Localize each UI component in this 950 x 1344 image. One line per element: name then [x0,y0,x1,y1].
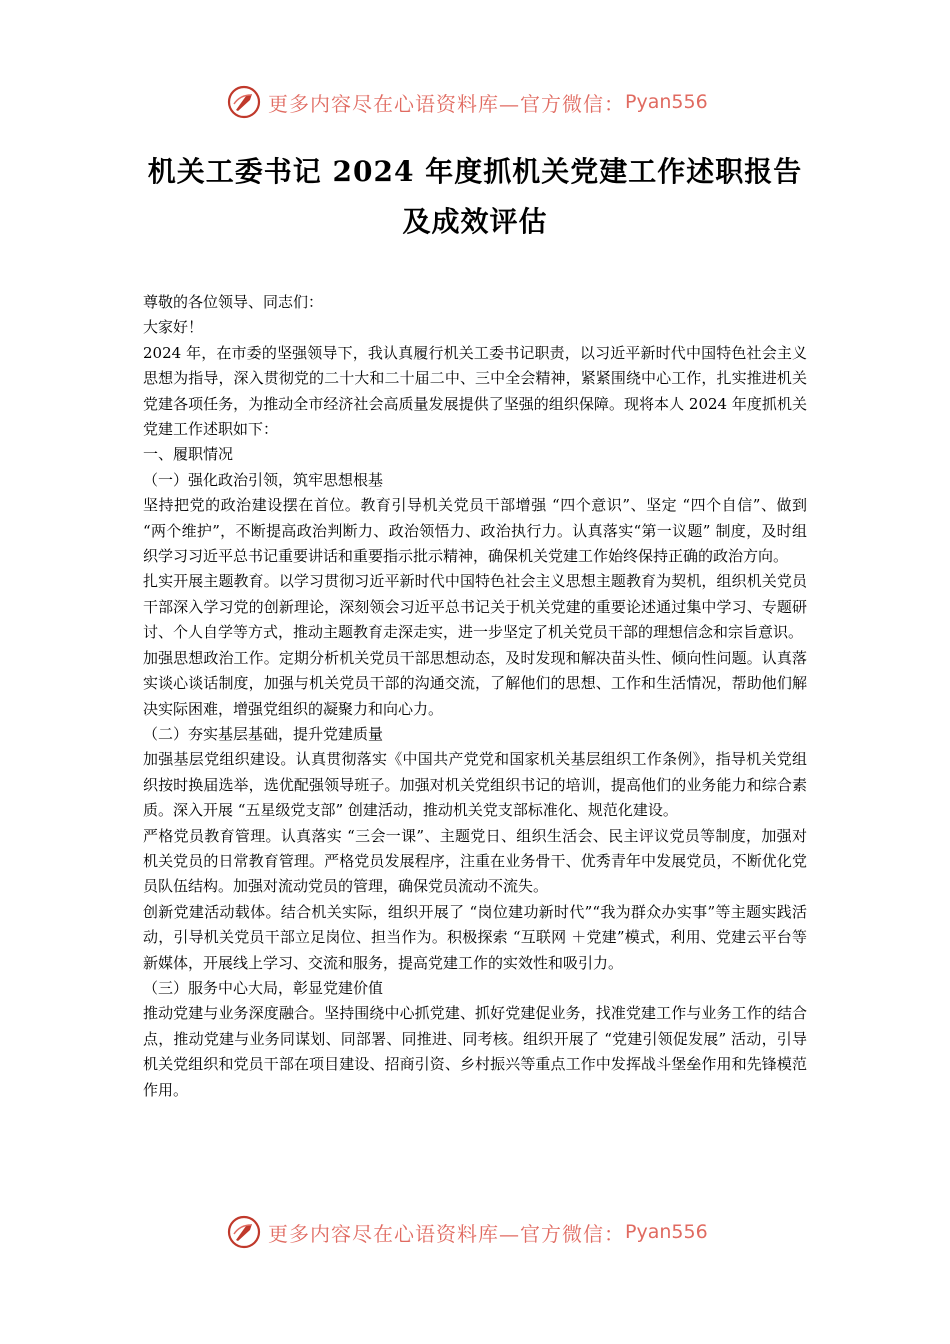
intro-paragraph: 2024 年，在市委的坚强领导下，我认真履行机关工委书记职责，以习近平新时代中国特色社会主义思想为指导，深入贯彻党的二十大和二十届二中、三中全会精神，紧紧围绕中心工作，扎实推进机关党建各项任务，为推动全市经济社会高质量发展提供了坚强的组织保障。现将本人 2024 年度抓机关党建工作述职如下： [143,343,807,439]
subsection-heading: （三）服务中心大局，彰显党建价值 [143,978,384,997]
header-watermark-banner [226,82,708,122]
document-title-line1: 机关工委书记 2024 年度抓机关党建工作述职报告 [147,155,803,188]
section-heading: 一、履职情况 [143,445,234,464]
body-paragraph: 严格党员教育管理。认真落实 “三会一课”、主题党日、组织生活会、民主评议党员等制度，加强对机关党员的日常教育管理。严格党员发展程序，注重在业务骨干、优秀青年中发展党员，不断优化党员队伍结构。加强对流动党员的管理，确保党员流动不流失。 [143,826,807,896]
body-paragraph: 推动党建与业务深度融合。坚持围绕中心抓党建、抓好党建促业务，找准党建工作与业务工作的结合点，推动党建与业务同谋划、同部署、同推进、同考核。组织开展了 “党建引领促发展” 活动，引导机关党组织和党员干部在项目建设、招商引资、乡村振兴等重点工作中发挥战斗堡垒作用和先锋模范作用。 [143,1004,807,1099]
subsection-heading: （一）强化政治引领，筑牢思想根基 [143,470,384,489]
logo-icon [226,84,262,120]
body-paragraph: 创新党建活动载体。结合机关实际，组织开展了 “岗位建功新时代”“我为群众办实事”等主题实践活动，引导机关党员干部立足岗位、担当作为。积极探索 “互联网 ＋党建”模式，利用、党建云平台等新媒体，开展线上学习、交流和服务，提高党建工作的实效性和吸引力。 [143,902,807,972]
body-paragraph: 加强思想政治工作。定期分析机关党员干部思想动态，及时发现和解决苗头性、倾向性问题。认真落实谈心谈话制度，加强与机关党员干部的沟通交流，了解他们的思想、工作和生活情况，帮助他们解决实际困难，增强党组织的凝聚力和向心力。 [143,648,807,718]
body-paragraph: 坚持把党的政治建设摆在首位。教育引导机关党员干部增强 “四个意识”、坚定 “四个自信”、做到 “两个维护”，不断提高政治判断力、政治领悟力、政治执行力。认真落实“第一议题” 制度，及时组织学习习近平总书记重要讲话和重要指示批示精神，确保机关党建工作始终保持正确的政治方向。 [143,496,807,566]
banner-text: 更多内容尽在心语资料库—官方微信： [268,91,625,116]
body-paragraph: 加强基层党组织建设。认真贯彻落实《中国共产党党和国家机关基层组织工作条例》，指导机关党组织按时换届选举，选优配强领导班子。加强对机关党组织书记的培训，提高他们的业务能力和综合素质。深入开展 “五星级党支部” 创建活动，推动机关党支部标准化、规范化建设。 [143,750,807,820]
body-paragraph: 扎实开展主题教育。以学习贯彻习近平新时代中国特色社会主义思想主题教育为契机，组织机关党员干部深入学习党的创新理论，深刻领会习近平总书记关于机关党建的重要论述通过集中学习、专题研讨、个人自学等方式，推动主题教育走深走实，进一步坚定了机关党员干部的理想信念和宗旨意识。 [143,572,807,642]
greeting: 尊敬的各位领导、同志们： [143,293,324,311]
document-title-line2: 及成效评估 [402,205,548,238]
banner-handle: Pyan556 [625,91,708,113]
salutation: 大家好！ [143,318,204,337]
logo-icon [226,1214,262,1250]
document-body [143,290,807,1103]
banner-handle: Pyan556 [625,1221,708,1243]
footer-watermark-banner [226,1212,708,1252]
banner-text: 更多内容尽在心语资料库—官方微信： [268,1221,625,1246]
subsection-heading: （二）夯实基层基础，提升党建质量 [143,724,384,743]
